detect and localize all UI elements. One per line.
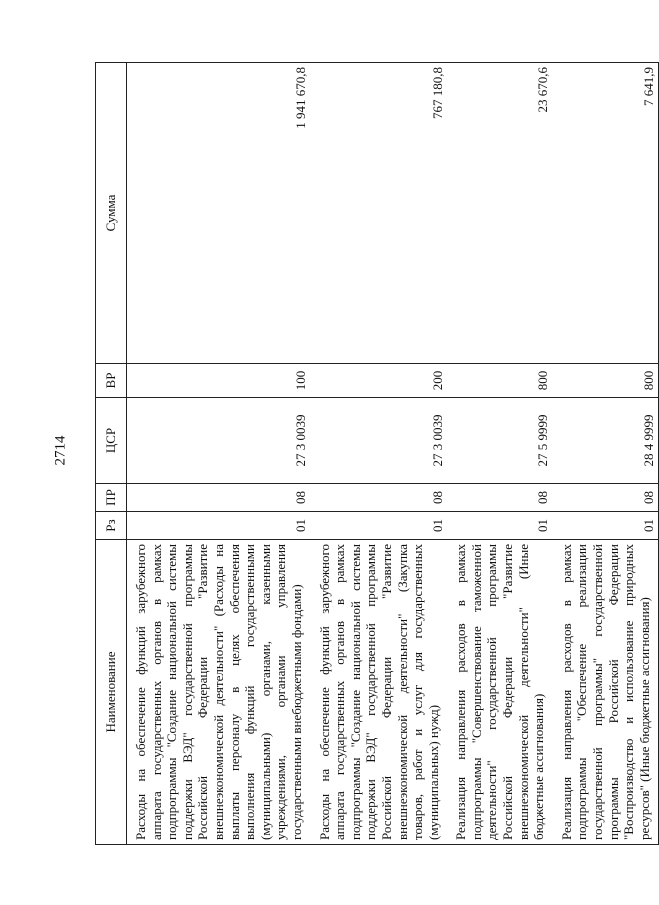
row-vr: 100: [127, 364, 311, 398]
header-pr: ПР: [96, 484, 127, 512]
row-pr: 08: [311, 484, 448, 512]
header-rz: Рз: [96, 512, 127, 540]
row-csr: 27 3 0039: [311, 398, 448, 484]
table-row: [311, 63, 448, 845]
row-csr: 28 4 9999: [553, 398, 659, 484]
row-sum: 23 670,6: [447, 63, 553, 364]
header-csr: ЦСР: [96, 398, 127, 484]
row-csr: 27 3 0039: [127, 398, 311, 484]
header-name: Наименование: [96, 540, 127, 845]
row-name: Расходы на обеспечение функций зарубежного аппарата государственных органов в рамках подпрограммы "Создание национальной системы поддержки ВЭД" государственной программы Российской Федерации "Развитие внешнеэкономической деятельности" (Закупка товаров, работ и услуг для государственных (муниципальных) нужд): [311, 540, 448, 845]
row-vr: 800: [447, 364, 553, 398]
row-rz: 01: [127, 512, 311, 540]
row-pr: 08: [553, 484, 659, 512]
table-row: [127, 63, 311, 845]
row-sum: 7 641,9: [553, 63, 659, 364]
header-sum: Сумма: [96, 63, 127, 364]
table-row: [447, 63, 553, 845]
header-vr: ВР: [96, 364, 127, 398]
row-pr: 08: [127, 484, 311, 512]
row-name: Реализация направления расходов в рамках подпрограммы "Совершенствование таможенной деятельности" государственной программы Российской Федерации "Развитие внешнеэкономической деятельности" (Иные бюджетные ассигнования): [447, 540, 553, 845]
row-rz: 01: [553, 512, 659, 540]
row-sum: 1 941 670,8: [127, 63, 311, 364]
row-sum: 767 180,8: [311, 63, 448, 364]
row-vr: 800: [553, 364, 659, 398]
budget-table: [95, 62, 659, 845]
row-vr: 200: [311, 364, 448, 398]
row-rz: 01: [447, 512, 553, 540]
page-number: [48, 430, 74, 470]
row-pr: 08: [447, 484, 553, 512]
page-number-text: 2714: [52, 435, 69, 465]
table-header-row: [96, 63, 127, 845]
row-name: Реализация направления расходов в рамках подпрограммы "Обеспечение реализации государственной программы" государственной программы Российской Федерации "Воспроизводство и использование природных ресурсов" (Иные бюджетные ассигнования): [553, 540, 659, 845]
table-row: [553, 63, 659, 845]
row-csr: 27 5 9999: [447, 398, 553, 484]
row-name: Расходы на обеспечение функций зарубежного аппарата государственных органов в рамках подпрограммы "Создание национальной системы поддержки ВЭД" государственной программы Российской Федерации "Развитие внешнеэкономической деятельности" (Расходы на выплаты персоналу в целях обеспечения выполнения функций государственными (муниципальными) органами, казенными учреждениями, органами управления государственными внебюджетными фондами): [127, 540, 311, 845]
rotated-table-container: [95, 62, 656, 845]
row-rz: 01: [311, 512, 448, 540]
